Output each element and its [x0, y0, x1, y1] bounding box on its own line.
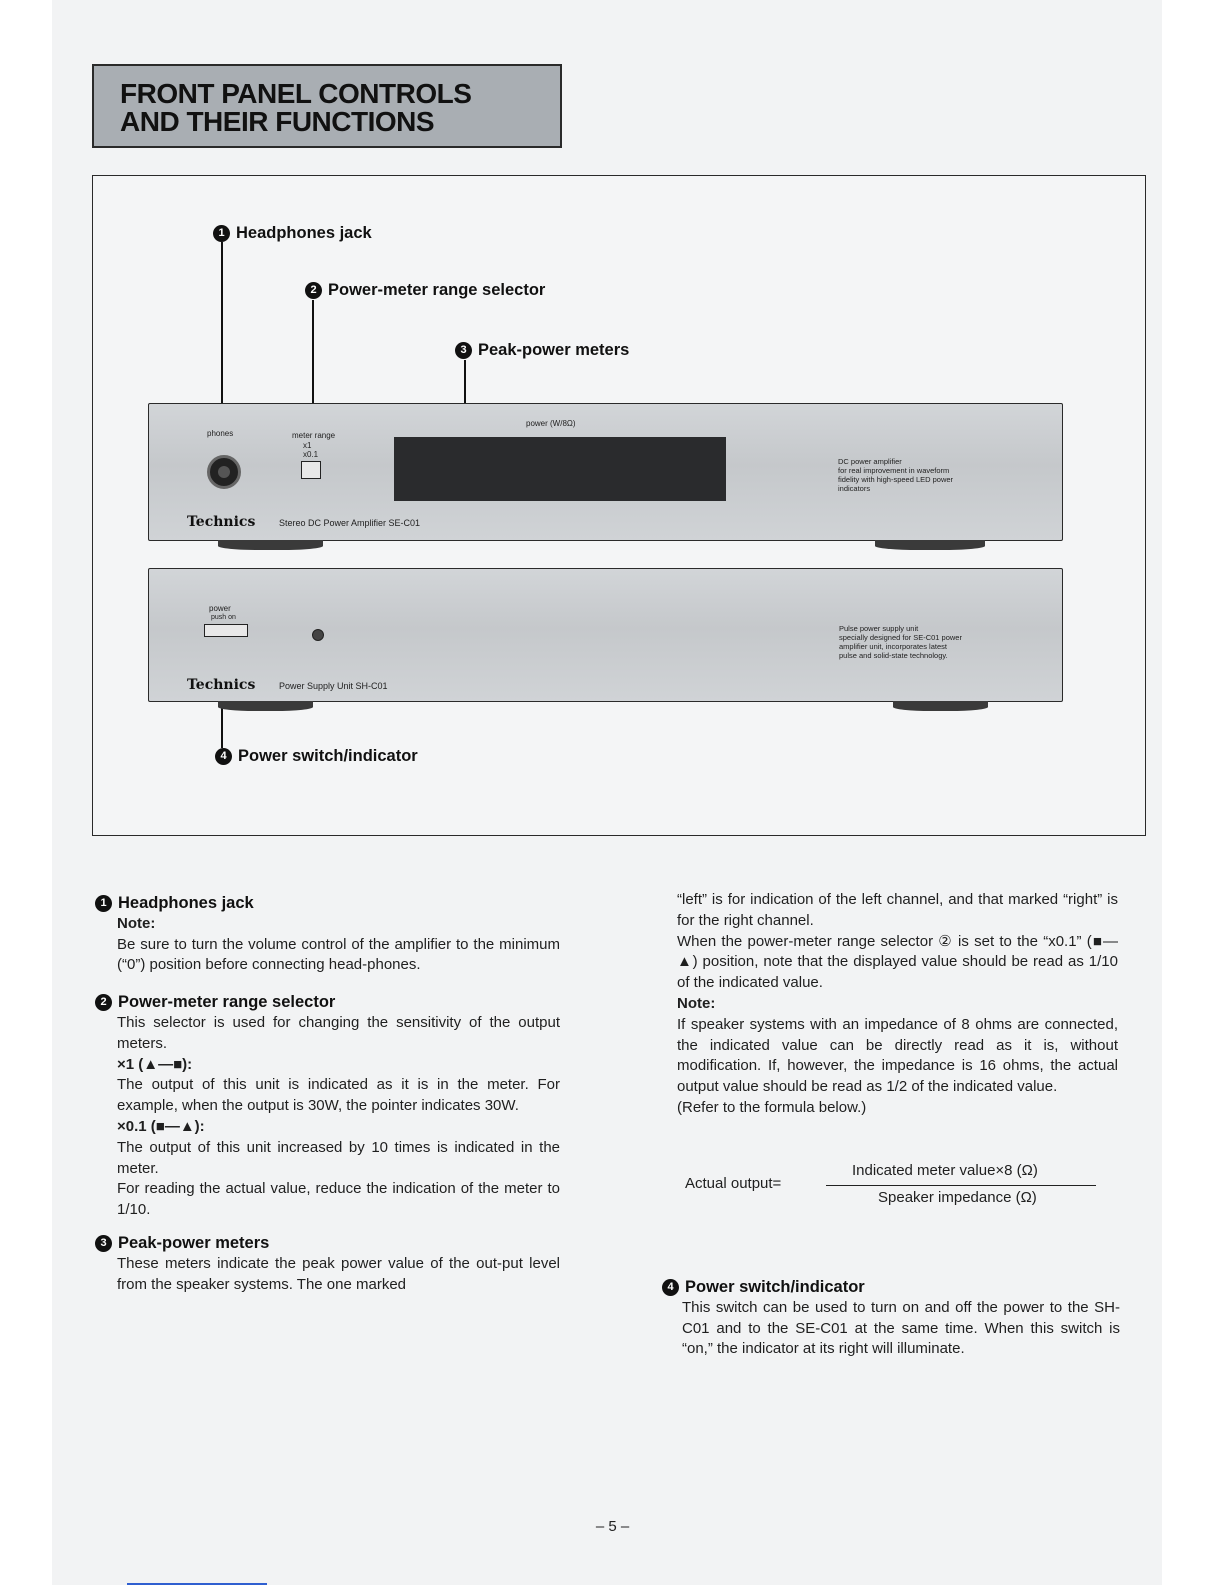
range-x01-label: x0.1: [303, 450, 319, 459]
heading-text: Peak-power meters: [118, 1233, 270, 1252]
meter-range-label: meter range: [292, 431, 336, 440]
heading-text: Power-meter range selector: [118, 993, 336, 1012]
range-x1-label: x1: [303, 441, 312, 450]
left-column: [95, 893, 560, 1295]
x01-label: ×0.1 (■—▲):: [117, 1117, 205, 1135]
formula-numerator: Indicated meter value×8 (Ω): [852, 1162, 1038, 1179]
edge-mark: [127, 1583, 267, 1585]
power-label: power: [209, 604, 231, 613]
callout-label: Peak-power meters: [478, 341, 630, 359]
callout-number-2: 2: [305, 282, 322, 299]
right-column: [677, 890, 1118, 1119]
model-label: Stereo DC Power Amplifier SE-C01: [279, 518, 421, 528]
power-switch-text: This switch can be used to turn on and off the power to the SH-C01 and to the SE-C01 at the same time. When this switch is “on,” the indicator at its right will illuminate.: [682, 1298, 1120, 1358]
brand-logo: Technics: [187, 514, 256, 530]
note-label: Note:: [117, 914, 156, 932]
power-switch-button[interactable]: [204, 624, 248, 637]
model-label: Power Supply Unit SH-C01: [279, 681, 388, 691]
heading-range-selector: [95, 992, 560, 1013]
amp-description: DC power amplifier for real improvement in waveform fidelity with high-speed LED power indicators: [838, 457, 954, 493]
range-selector-intro: This selector is used for changing the sensitivity of the output meters.: [117, 1013, 560, 1052]
power-supply-sh-c01: [148, 568, 1063, 702]
section-number: 3: [95, 1235, 112, 1252]
device-foot: [893, 701, 988, 711]
heading-power-switch: [662, 1277, 1120, 1298]
peak-power-meter-display: [394, 437, 726, 501]
callout-range-selector: [305, 281, 545, 300]
callout-headphones: [213, 224, 372, 243]
callout-label: Power-meter range selector: [328, 281, 546, 299]
device-foot: [875, 540, 985, 550]
section-number: 4: [662, 1279, 679, 1296]
device-foot: [218, 540, 323, 550]
callout-power-switch: [215, 747, 418, 766]
push-on-label: push on: [211, 614, 236, 621]
callout-number-1: 1: [213, 225, 230, 242]
title-line-1: FRONT PANEL CONTROLS: [120, 78, 472, 109]
meter-range-button[interactable]: [301, 461, 321, 479]
peak-meters-text: These meters indicate the peak power value of the out-put level from the speaker systems. The one marked: [117, 1254, 560, 1293]
brand-logo: Technics: [187, 677, 256, 693]
section-number: 1: [95, 895, 112, 912]
title-line-2: AND THEIR FUNCTIONS: [120, 106, 435, 137]
phones-label: phones: [207, 429, 234, 438]
heading-headphones-jack: [95, 893, 560, 914]
right-note-label: Note:: [677, 994, 716, 1012]
right-paragraph-3: If speaker systems with an impedance of 8 ohms are connected, the indicated value can be directly read as it is, without modification. If, however, the impedance is 16 ohms, the actual output value should be read as 1/2 of the indicated value.: [677, 1015, 1118, 1096]
callout-peak-meters: [455, 341, 629, 360]
headphones-jack[interactable]: [207, 455, 241, 489]
formula-fraction-bar: [826, 1185, 1096, 1186]
device-foot: [218, 701, 313, 711]
x01-text-2: For reading the actual value, reduce the indication of the meter to 1/10.: [117, 1180, 560, 1219]
power-switch-section: [662, 1277, 1120, 1360]
formula-lhs: Actual output=: [685, 1175, 782, 1192]
callout-number-4: 4: [215, 748, 232, 765]
psu-description: Pulse power supply unit specially designed for SE-C01 power amplifier unit, incorporates latest pulse and solid-state technology.: [839, 624, 962, 660]
section-number: 2: [95, 994, 112, 1011]
callout-label: Headphones jack: [236, 224, 372, 242]
heading-text: Headphones jack: [118, 894, 254, 912]
heading-text: Power switch/indicator: [685, 1278, 865, 1296]
right-paragraph-2: When the power-meter range selector ② is set to the “x0.1” (■—▲) position, note that the displayed value should be read as 1/10 of the indicated value.: [677, 932, 1118, 992]
callout-label: Power switch/indicator: [238, 747, 418, 765]
amplifier-se-c01: [148, 403, 1063, 541]
x1-text: The output of this unit is indicated as it is in the meter. For example, when the output is 30W, the pointer indicates 30W.: [117, 1076, 560, 1115]
callout-number-3: 3: [455, 342, 472, 359]
heading-peak-meters: [95, 1233, 560, 1254]
page-number: – 5 –: [595, 1518, 630, 1535]
front-panel-figure: [92, 175, 1146, 836]
section-title: [92, 64, 562, 148]
right-paragraph-1: “left” is for indication of the left channel, and that marked “right” is for the right channel.: [677, 891, 1118, 929]
x1-label: ×1 (▲—■):: [117, 1055, 193, 1073]
headphones-note: Be sure to turn the volume control of the amplifier to the minimum (“0”) position before connecting head-phones.: [117, 935, 560, 974]
x01-text: The output of this unit increased by 10 times is indicated in the meter.: [117, 1138, 560, 1177]
power-indicator-light: [312, 629, 324, 641]
right-paragraph-4: (Refer to the formula below.): [677, 1098, 867, 1116]
formula-denominator: Speaker impedance (Ω): [878, 1189, 1037, 1206]
power-scale-label: power (W/8Ω): [526, 419, 576, 428]
